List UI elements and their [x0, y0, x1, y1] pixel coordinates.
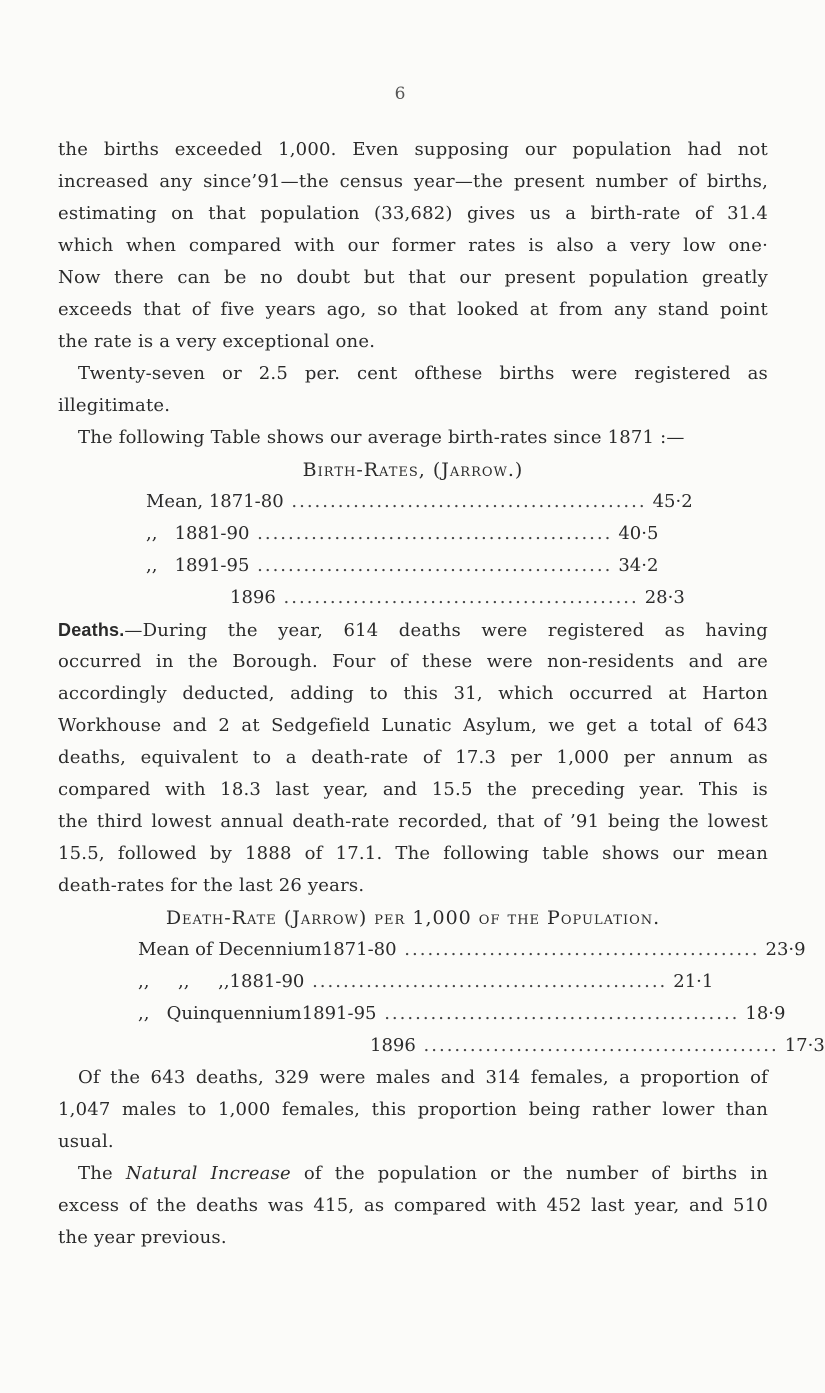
death-table-row [138, 998, 786, 1030]
deaths-heading: Deaths. [58, 620, 125, 640]
death-table-row [138, 966, 714, 998]
text-line: Of the 643 deaths, 329 were males and 314 females, a proportion of [78, 1067, 768, 1088]
dot-leader: .............................................. [396, 939, 760, 960]
dot-leader: .............................................. [283, 491, 647, 512]
row-prefix: ,, Quinquennium [138, 1003, 302, 1024]
dot-leader: .............................................. [415, 1035, 779, 1056]
row-prefix: Mean of Decennium [138, 939, 322, 960]
table-intro: The following Table shows our average birth-rates since 1871 :— [78, 427, 685, 448]
page-number: 6 [394, 84, 406, 104]
text-line: the third lowest annual death-rate recorded, that of ’91 being the lowest [58, 811, 768, 832]
dot-leader: .............................................. [249, 555, 613, 576]
text-line: excess of the deaths was 415, as compared with 452 last year, and 510 [58, 1195, 768, 1216]
row-label: ,, 1881-90 [146, 523, 250, 544]
row-value: 18·9 [745, 1003, 786, 1024]
text-line: Twenty-seven or 2.5 per. cent ofthese births were registered as [78, 363, 768, 384]
deaths-paragraph [58, 614, 768, 934]
row-prefix: ,, ,, ,, [138, 971, 230, 992]
text-line: illegitimate. [58, 395, 171, 416]
text-line: Workhouse and 2 at Sedgefield Lunatic Asylum, we get a total of 643 [58, 715, 768, 736]
text-line: 1,047 males to 1,000 females, this proportion being rather lower than [58, 1099, 768, 1120]
row-period: 1896 [370, 1035, 416, 1056]
text-line: which when compared with our former rates is also a very low one· [58, 235, 768, 256]
text-line: death-rates for the last 26 years. [58, 875, 365, 896]
dot-leader: .............................................. [249, 523, 613, 544]
text-line [58, 614, 768, 646]
birth-table-title: Birth-Rates, (Jarrow.) [302, 459, 524, 481]
dot-leader: .............................................. [304, 971, 668, 992]
row-value: 21·1 [673, 971, 714, 992]
text-line: compared with 18.3 last year, and 15.5 the preceding year. This is [58, 779, 768, 800]
row-label: 1896 [230, 587, 276, 608]
text-span: of the population or the number of births in [303, 1163, 769, 1184]
text-line: increased any since’91—the census year—the present number of births, [58, 171, 768, 192]
row-period: 1871-80 [321, 939, 397, 960]
row-value: 34·2 [618, 555, 659, 576]
row-value: 28·3 [644, 587, 685, 608]
text-span: —During the year, 614 deaths were registered as having [124, 620, 768, 641]
text-line: the rate is a very exceptional one. [58, 331, 376, 352]
text-line: estimating on that population (33,682) gives us a birth-rate of 31.4 [58, 203, 768, 224]
row-label: Mean, 1871-80 [146, 491, 284, 512]
birth-table-row [230, 582, 685, 614]
closing-paragraphs [58, 1062, 768, 1254]
text-line: the year previous. [58, 1227, 227, 1248]
row-value: 23·9 [765, 939, 806, 960]
text-line: occurred in the Borough. Four of these were non-residents and are [58, 651, 768, 672]
text-span: The [78, 1163, 113, 1184]
dot-leader: .............................................. [376, 1003, 740, 1024]
text-line [58, 1158, 768, 1190]
dot-leader: .............................................. [275, 587, 639, 608]
death-table-row [138, 934, 806, 966]
text-line: Now there can be no doubt but that our present population greatly [58, 267, 768, 288]
birth-table-row [146, 550, 659, 582]
text-line: accordingly deducted, adding to this 31, which occurred at Harton [58, 683, 768, 704]
row-period: 1891-95 [301, 1003, 377, 1024]
death-table-row [370, 1030, 825, 1062]
row-value: 40·5 [618, 523, 659, 544]
row-value: 45·2 [652, 491, 693, 512]
text-line: usual. [58, 1131, 114, 1152]
death-table-title: Death-Rate (Jarrow) per 1,000 of the Population. [165, 907, 661, 929]
birth-table-row [146, 486, 693, 518]
row-label: ,, 1891-95 [146, 555, 250, 576]
text-line: deaths, equivalent to a death-rate of 17.3 per 1,000 per annum as [58, 747, 768, 768]
text-line: the births exceeded 1,000. Even supposing our population had not [58, 139, 768, 160]
birth-table-row [146, 518, 659, 550]
row-period: 1881-90 [229, 971, 305, 992]
text-line: exceeds that of five years ago, so that looked at from any stand point [58, 299, 768, 320]
row-value: 17·3 [784, 1035, 825, 1056]
text-line: 15.5, followed by 1888 of 17.1. The following table shows our mean [58, 843, 768, 864]
natural-increase-term: Natural Increase [125, 1163, 291, 1184]
births-paragraph [58, 134, 768, 486]
